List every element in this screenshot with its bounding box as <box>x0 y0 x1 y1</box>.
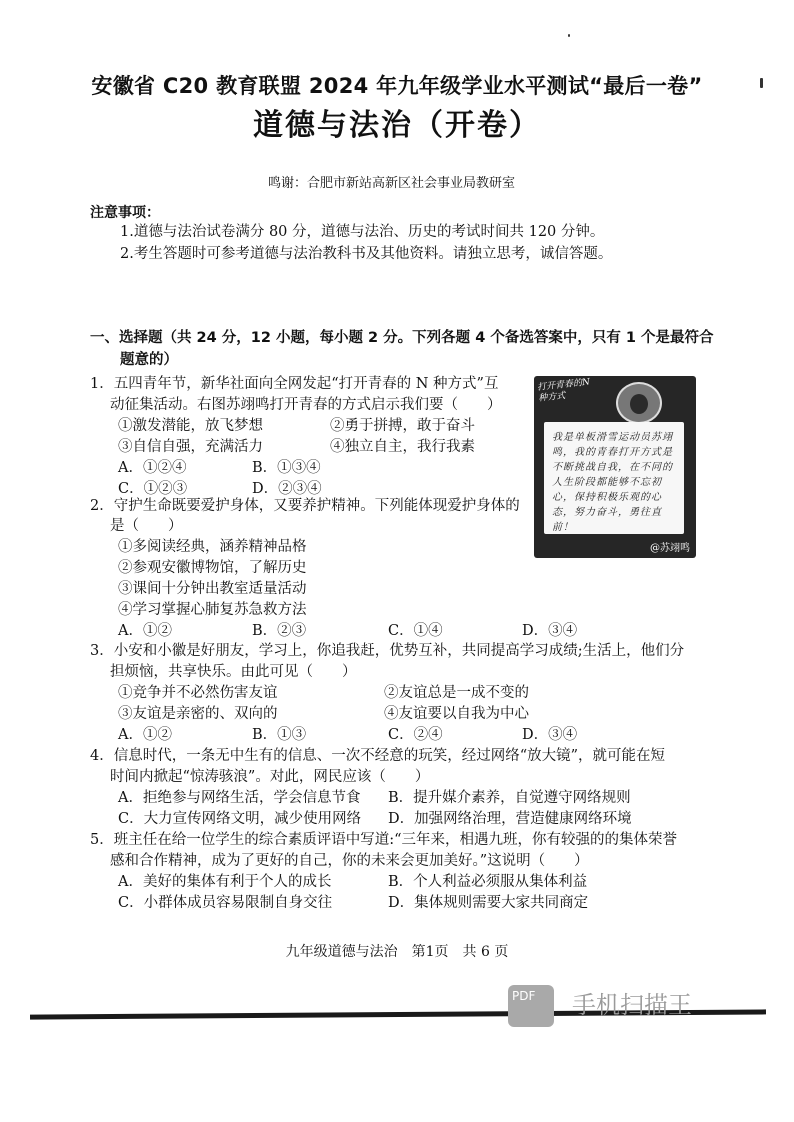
poster-note <box>544 422 684 534</box>
answer-option: C．①④ <box>388 623 443 639</box>
poster-note-text: 我是单板滑雪运动员苏翊鸣，我的青春打开方式是不断挑战自我，在不同的人生阶段都能够不忘初心，保持积极乐观的心态，努力奋斗，勇往直前！ <box>552 432 673 533</box>
notice-item: 2.考生答题时可参考道德与法治教科书及其他资料。请独立思考，诚信答题。 <box>120 246 613 262</box>
question-stem: 1．五四青年节，新华社面向全网发起“打开青春的 N 种方式”互 <box>90 376 499 392</box>
pdf-icon: PDF <box>508 985 554 1027</box>
subject-title: 道德与法治（开卷） <box>253 108 541 143</box>
question-stem: 感和合作精神，成为了更好的自己，你的未来会更加美好。”这说明（ ） <box>110 853 589 869</box>
poster-tag: @苏翊鸣 <box>650 543 690 554</box>
notice-item: 1.道德与法治试卷满分 80 分，道德与法治、历史的考试时间共 120 分钟。 <box>120 224 605 240</box>
question-stem: 2．守护生命既要爱护身体，又要养护精神。下列能体现爱护身体的 <box>90 498 520 514</box>
answer-option: B．①③④ <box>252 460 321 476</box>
answer-option: C．大力宣传网络文明，减少使用网络 <box>118 811 362 827</box>
answer-option: D．②③④ <box>252 481 322 497</box>
statement: ①激发潜能，放飞梦想 <box>118 418 263 434</box>
answer-option: B．②③ <box>252 623 307 639</box>
statement: ④独立自主，我行我素 <box>330 439 475 455</box>
statement: ③自信自强，充满活力 <box>118 439 263 455</box>
answer-option: B．提升媒介素养，自觉遵守网络规则 <box>388 790 631 806</box>
question-stem: 是（ ） <box>110 518 183 534</box>
answer-option: C．②④ <box>388 727 443 743</box>
answer-option: C．①②③ <box>118 481 188 497</box>
answer-option: A．①② <box>118 727 172 743</box>
answer-option: D．③④ <box>522 727 578 743</box>
question-stem: 担烦恼，共享快乐。由此可见（ ） <box>110 664 357 680</box>
question-stem: 动征集活动。右图苏翊鸣打开青春的方式启示我们要（ ） <box>110 397 502 413</box>
page-footer: 九年级道德与法治 第1页 共 6 页 <box>285 944 509 960</box>
answer-option: B．①③ <box>252 727 307 743</box>
statement: ②友谊总是一成不变的 <box>384 685 529 701</box>
answer-option: D．集体规则需要大家共同商定 <box>388 895 589 911</box>
acknowledgement: 鸣谢：合肥市新站高新区社会事业局教研室 <box>268 176 516 191</box>
statement: ③课间十分钟出教室适量活动 <box>118 581 307 597</box>
notice-heading: 注意事项： <box>90 205 160 221</box>
statement: ②勇于拼搏，敢于奋斗 <box>330 418 475 434</box>
statement: ②参观安徽博物馆，了解历史 <box>118 560 307 576</box>
scan-speck <box>760 78 763 88</box>
statement: ④学习掌握心肺复苏急救方法 <box>118 602 307 618</box>
statement: ①竞争并不必然伤害友谊 <box>118 685 278 701</box>
section-heading-cont: 题意的） <box>120 352 178 368</box>
answer-option: C．小群体成员容易限制自身交往 <box>118 895 333 911</box>
statement: ④友谊要以自我为中心 <box>384 706 529 722</box>
question-stem: 3．小安和小徽是好朋友，学习上，你追我赶，优势互补，共同提高学习成绩;生活上，他们分 <box>90 643 685 659</box>
question-stem: 时间内掀起“惊涛骇浪”。对此，网民应该（ ） <box>110 769 430 785</box>
statement: ③友谊是亲密的、双向的 <box>118 706 278 722</box>
section-heading: 一、选择题（共 24 分，12 小题，每小题 2 分。下列各题 4 个备选答案中，只有 1 个是最符合 <box>90 330 714 346</box>
exam-title: 安徽省 C20 教育联盟 2024 年九年级学业水平测试“最后一卷” <box>91 74 703 98</box>
question-stem: 5．班主任在给一位学生的综合素质评语中写道:“三年来，相遇九班，你有较强的的集体荣誉 <box>90 832 678 848</box>
answer-option: A．美好的集体有利于个人的成长 <box>118 874 332 890</box>
answer-option: D．③④ <box>522 623 578 639</box>
scanner-watermark: 手机扫描王 <box>572 991 692 1019</box>
athlete-portrait <box>616 382 662 424</box>
question-stem: 4．信息时代，一条无中生有的信息、一次不经意的玩笑，经过网络“放大镜”，就可能在短 <box>90 748 666 764</box>
answer-option: A．拒绝参与网络生活，学会信息节食 <box>118 790 361 806</box>
statement: ①多阅读经典，涵养精神品格 <box>118 539 307 555</box>
answer-option: A．①②④ <box>118 460 187 476</box>
poster-banner: 打开青春的N种方式 <box>536 377 591 404</box>
scan-speck <box>568 34 570 37</box>
answer-option: A．①② <box>118 623 172 639</box>
su-yiming-poster <box>534 376 696 558</box>
answer-option: B．个人利益必须服从集体利益 <box>388 874 588 890</box>
answer-option: D．加强网络治理，营造健康网络环境 <box>388 811 632 827</box>
